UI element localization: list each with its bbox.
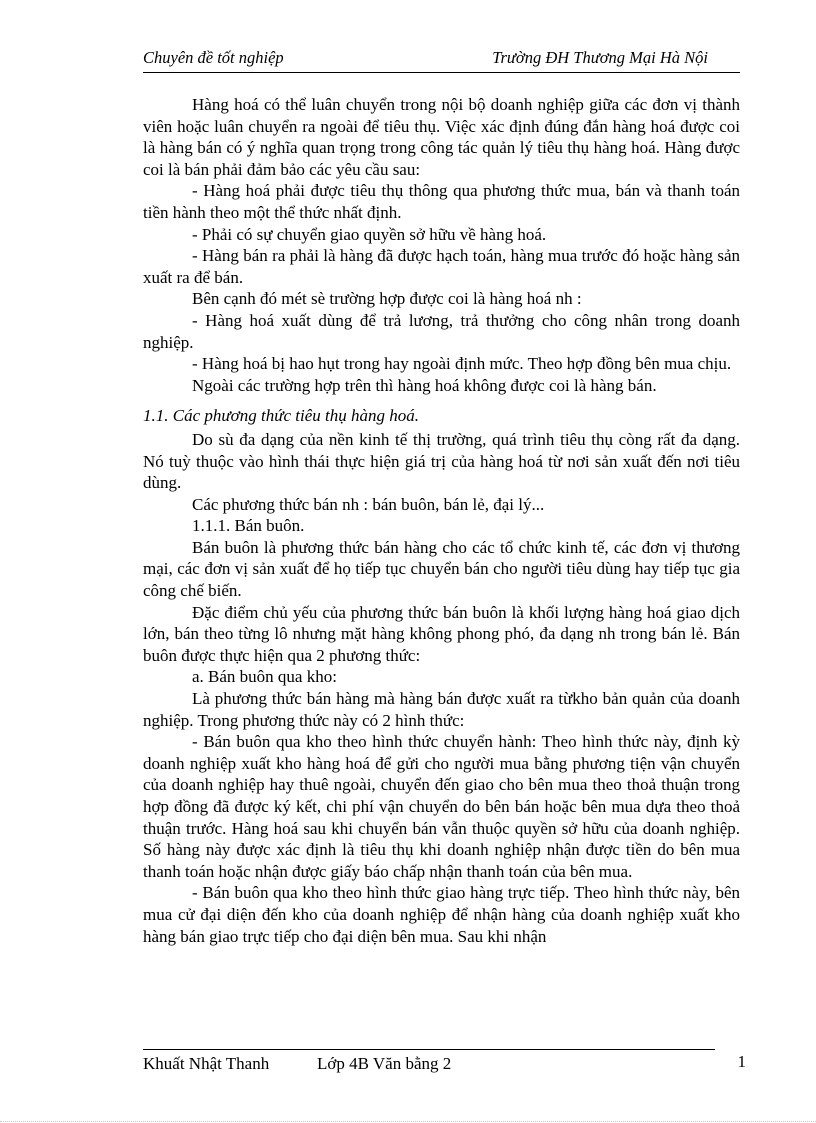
document-body bbox=[143, 94, 740, 947]
subsection-heading: 1.1.1. Bán buôn. bbox=[192, 516, 305, 536]
footer-author: Khuất Nhật Thanh bbox=[143, 1054, 270, 1073]
page-footer bbox=[143, 1054, 748, 1078]
page-header bbox=[143, 48, 740, 70]
paragraph: Các phương thức bán nh : bán buôn, bán lẻ, đại lý... bbox=[192, 494, 545, 514]
paragraph: Là phương thức bán hàng mà hàng bán được xuất ra từkho bản quản của doanh nghiệp. Trong phương thức này có 2 hình thức: bbox=[143, 689, 740, 730]
section-heading: 1.1. Các phương thức tiêu thụ hàng hoá. bbox=[143, 406, 419, 426]
paragraph: Ngoài các trường hợp trên thì hàng hoá không được coi là hàng bán. bbox=[192, 375, 657, 395]
paragraph: - Hàng hoá bị hao hụt trong hay ngoài định mức. Theo hợp đồng bên mua chịu. bbox=[192, 354, 732, 374]
paragraph: - Hàng hoá xuất dùng để trả lương, trả thưởng cho công nhân trong doanh nghiệp. bbox=[143, 310, 740, 352]
header-divider bbox=[143, 72, 740, 73]
header-university: Trường ĐH Thương Mại Hà Nội bbox=[492, 48, 708, 67]
paragraph: Đặc điểm chủ yếu của phương thức bán buôn là khối lượng hàng hoá giao dịch lớn, bán theo từng lô nhưng mặt hàng không phong phó, đa dạng nh trong bán lẻ. Bán buôn được thực hiện qua 2 phương thức: bbox=[143, 602, 740, 665]
paragraph: Hàng hoá có thể luân chuyển trong nội bộ doanh nghiệp giữa các đơn vị thành viên hoặc luân chuyển ra ngoài để tiêu thụ. Việc xác định đúng đắn hàng hoá được coi là hàng bán có ý nghĩa quan trọng trong công tác quản lý tiêu thụ hàng hoá. Hàng được coi là bán phải đảm bảo các yêu cầu sau: bbox=[143, 95, 740, 179]
paragraph: Bên cạnh đó mét sè trường hợp được coi là hàng hoá nh : bbox=[192, 289, 582, 309]
paragraph: - Phải có sự chuyển giao quyền sở hữu về hàng hoá. bbox=[192, 224, 547, 244]
paragraph: Do sù đa dạng của nền kinh tế thị trường, quá trình tiêu thụ còng rất đa dạng. Nó tuỳ thuộc vào hình thái thực hiện giá trị của hàng hoá từ nơi sản xuất đến nơi tiêu dùng. bbox=[143, 429, 740, 493]
subsection-heading: a. Bán buôn qua kho: bbox=[192, 667, 337, 687]
paragraph: - Bán buôn qua kho theo hình thức chuyển hành: Theo hình thức này, định kỳ doanh nghiệp xuất kho hàng hoá để gửi cho người mua bằng phương tiện vận chuyển của doanh nghiệp hay thuê ngoài, chuyển đến giao cho bên mua theo thoả thuận trong hợp đồng đã được ký kết, chi phí vận chuyển do bên bán hoặc bên mua dựa theo thoả thuận trước. Hàng hoá sau khi chuyển bán vẫn thuộc quyền sở hữu của doanh nghiệp. Số hàng này được xác định là tiêu thụ khi doanh nghiệp nhận được tiền do bên mua thanh toán hoặc nhận được giấy báo chấp nhận thanh toán của bên mua. bbox=[143, 732, 740, 881]
footer-divider bbox=[143, 1049, 715, 1050]
page-bottom-boundary bbox=[0, 1121, 816, 1122]
paragraph: Bán buôn là phương thức bán hàng cho các tổ chức kinh tế, các đơn vị thương mại, các đơn vị sản xuất để họ tiếp tục chuyển bán cho người tiêu dùng hay tiếp tục gia công chế biến. bbox=[143, 537, 740, 601]
paragraph: - Hàng bán ra phải là hàng đã được hạch toán, hàng mua trước đó hoặc hàng sản xuất ra để bán. bbox=[143, 246, 740, 287]
paragraph: - Hàng hoá phải được tiêu thụ thông qua phương thức mua, bán và thanh toán tiền hành theo một thể thức nhất định. bbox=[143, 181, 740, 222]
paragraph: - Bán buôn qua kho theo hình thức giao hàng trực tiếp. Theo hình thức này, bên mua cử đại diện đến kho của doanh nghiệp để nhận hàng của doanh nghiệp xuất kho hàng bán giao trực tiếp cho đại diện bên mua. Sau khi nhận bbox=[143, 883, 740, 946]
header-document-title: Chuyên đề tốt nghiệp bbox=[143, 48, 284, 67]
footer-class: Lớp 4B Văn bằng 2 bbox=[317, 1054, 452, 1073]
page-number: 1 bbox=[737, 1052, 746, 1071]
